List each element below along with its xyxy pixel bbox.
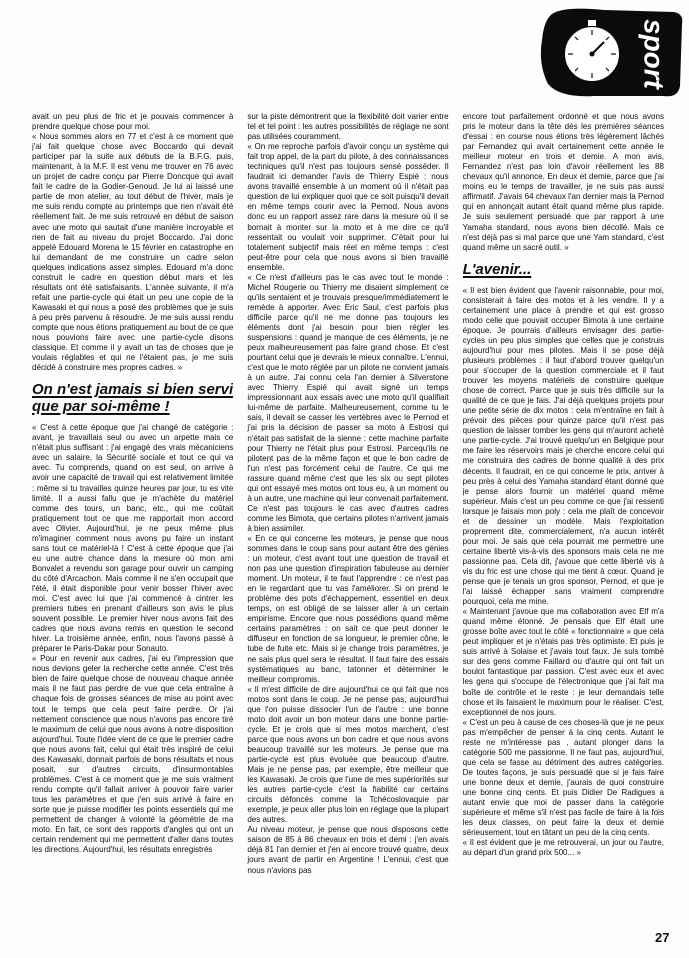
paragraph: « Il est bien évident que l'avenir raisonnable, pour moi, consisterait à faire des motos et à les vendre. Il y a certainement une place à prendre et qui est grosso modo celle que pouvait occuper Bimota à une certaine époque. Je pourrais d'ailleurs envisager des partie-cycles un peu plus simples que celles que je construis aujourd'hui pour mes pilotes. Mais il se pose déjà plusieurs problèmes : il faut d'abord trouver quelqu'un pour s'occuper de la question commerciale et il faut trouver les moyens matériels de construire quelque chose de correct. Parce que je suis très difficile sur la qualité de ce que je fais. J'ai déjà quelques projets pour une petite série de dix motos : cela m'entraîne en fait à prévoir des pièces pour quinze parce qu'il n'est pas question de laisser tomber les gens qui m'auront acheté une partie-cycle. J'ai trouvé quelqu'un en Belgique pour me faire les réservoirs mais je cherche encore celui qui me construira des cadres de bonne qualité à des prix décents. Il faudrait, en ce qui concerne le prix, arriver à peu près à celui des Yamaha standard étant donné que je pense alors fournir un matériel quand même supérieur. Mais c'est un peu comme ce que j'ai ressenti lorsque je faisais mon poly : cela me plaît de concevoir et de dessiner un modèle. Mais l'exploitation proprement dite, commercialement, n'a aucun intérêt pour moi. Je sais que cela pourrait me permettre une certaine liberté vis-à-vis des sponsors mais cela ne me passionne pas. Cela dit, j'avoue que cette liberté vis à vis du fric est une chose qui me tient à cœur. Quand je pense que je tenais un gros sponsor, Pernod, et que je l'ai laissé échapper sans vraiment comprendre pourquoi, cela me mine. [462, 285, 664, 607]
section-heading [463, 261, 664, 278]
paragraph: « On me reproche parfois d'avoir conçu un système qui fait trop appel, de la part du pilote, à des connaissances techniques qu'il n'est pas toujours sensé posséder. Il faudrait ici demander l'avis de Thierry Espié : nous avons travaillé ensemble à un moment où il n'était pas question de lui expliquer quoi que ce soit puisqu'il devait en même temps courir avec la Pernod. Nous avons donc eu un rapport assez rare dans la mesure où il se bornait à monter sur la moto et à me dire ce qu'il ressentait ou voulait voir supprimer. C'était pour lui totalement subjectif mais réel en même temps : c'est peut-être pour cela que nous avons si bien travaillé ensemble. [247, 142, 449, 272]
paragraph: « C'est à cette époque que j'ai changé de catégorie : avant, je travaillais seul ou avec un arpette mais ce n'était plus suffisant : j'ai engagé des vrais mécaniciens avec un salaire, la Sécurité sociale et tout ce qui va avec. Tu comprends, quand on est seul, on arrive à avoir une capacité de travail qui est relativement limitée : même si tu travailles quinze heures par jour, tu es vite limité. Il a aussi fallu que je m'achète du matériel comme des tours, un banc, etc., qui me coûtait pratiquement tout ce que me rapportait mon accord avec Olivier. Aujourd'hui, je ne peux même plus m'imaginer comment nous avons pu faire un instant sans tout ce matériel-là ! C'est à cette époque que j'ai eu une autre chance dans la mesure où mon ami Bonvalet a revendu son garage pour ouvrir un camping du côté d'Arcachon. Mais comme il ne s'en occupait que l'été, il était disponible pour venir bosser l'hiver avec moi. C'est avec lui que j'ai commencé à cintrer les premiers tubes en prenant d'ailleurs son avis le plus souvent possible. Le premier hiver nous avons fait des cadres que nous avons remis en question le second hiver. La troisième année, enfin, nous l'avons passé à préparer le Paris-Dakar pour Sonauto. [32, 423, 234, 654]
paragraph: « Il m'est difficile de dire aujourd'hui ce qui fait que nos motos sont dans le coup. Je ne pense pas, aujourd'hui que l'on puisse dissocier l'un de l'autre : une bonne moto doit avoir un bon moteur dans une bonne partie-cycle. Et je crois que si mes motos marchent, c'est parce que nous avons un bon cadre et que nous avons beaucoup travaillé sur les moteurs. Je pense que ma partie-cycle est plus évoluée que beaucoup d'autre. Mais je ne pense pas, par exemple, être meilleur que les Kawasaki. Je crois que l'une de mes supériorités sur les autres partie-cycle c'est la fiabilité car certains circuits défoncés comme la Tchécoslovaquie par exemple, je peux aller plus loin en réglage que la plupart des autres. [247, 684, 449, 825]
paragraph: encore tout parfaitement ordonné et que nous avons pris le moteur dans la tête dès les premières séances d'essai : en course nous étions très légèrement lâchés par Fernandez qui avait certainement cette année le meilleur moteur en trois et demie. A mon avis, Fernandez n'est pas loin d'avoir réellement les 88 chevaux qu'il annonce. En deux et demie, parce que j'ai moins eu le temps de travailler, je ne suis pas aussi affirmatif. J'avais 64 chevaux l'an dernier mais la Pernod qui en annonçait autant était quand même plus rapide. Je suis seulement persuadé que par rapport à une Yamaha standard, nous avons bien décollé. Mais ce n'est déjà pas si mal parce que une Yam standard, c'est quand même un sacré outil. » [462, 112, 664, 252]
article-column-1 [32, 112, 233, 912]
page-number: 27 [655, 930, 670, 945]
paragraph: avait un peu plus de fric et je pouvais commencer à prendre quelque chose pour moi. [32, 112, 234, 132]
article-column-2 [247, 112, 448, 912]
article-column-3 [463, 112, 664, 912]
paragraph: « Nous sommes alors en 77 et c'est à ce moment que j'ai fait quelque chose avec Boccardo qui devait participer par la suite aux débuts de la B.F.G. puis, maintenant, à la M.F. Il est venu me trouver en 76 avec un projet de cadre conçu par Pierre Doncque qui avait fait le cadre de la Godier-Genoud. Je lui ai laissé une partie de mon atelier, au tout début de l'hiver, mais je me suis rendu compte au printemps que rien n'avait été réellement fait. Je me suis retrouvé en début de saison avec une moto qui sautait d'une manière incroyable et rien de fait au niveau du projet Boccardo. J'ai donc appelé Edouard Morena le 15 février en catastrophe en lui demandant de me construire un cadre selon quelques indications assez simples. Edouard m'a donc construit le cadre en question début mars et les résultats ont été satisfaisants. L'année suivante, il m'a refait une partie-cycle qui était un peu une copie de la Kawasaki et qui nous a posé des problèmes que je suis à peu près parvenu à résoudre. Je me suis aussi rendu compte que nous étions pratiquement au bout de ce que nous pouvions faire avec une partie-cycle disons classique. Et comme il y avait un tas de choses que je voulais réglables et qui ne l'étaient pas, je me suis décidé à construire mes propres cadres. » [32, 132, 234, 373]
section-heading-text: L'avenir... [462, 260, 532, 278]
paragraph: « Pour en revenir aux cadres, j'ai eu l'impression que nous devions geler la recherche cette année. C'est très bien de faire quelque chose de nouveau chaque année mais il ne faut pas perdre de vue que cela entraîne à chaque fois de grosses séances de mise au point avec tout le temps que cela peut faire perdre. Or j'ai nettement conscience que nous n'avons pas encore tiré le maximum de celui que nous avons à notre disposition aujourd'hui. Toute l'idée vient de ce que le premier cadre que nous avons fait, celui qui était très inspiré de celui des Kawasaki, donnait parfois de bons résultats et nous posait, sur d'autres circuits, d'insurmontables problèmes. C'est à ce moment que je me suis vraiment rendu compte qu'il fallait arriver à pouvoir faire varier tous les paramètres et que j'en suis arrivé à faire en sorte que je puisse modifier les points essentiels qui me permettent de changer à volonté la géométrie de ma moto. En fait, ce sont des rapports d'angles qui ont un certain rendement qui me permettent d'aller dans toutes les directions. Aujourd'hui, les résultats enregistrés [32, 654, 234, 855]
badge-label: sport [638, 19, 670, 89]
section-heading-text: On n'est jamais si bien servi que par soi-même ! [32, 381, 234, 416]
paragraph: Au niveau moteur, je pense que nous disposons cette saison de 85 à 86 chevaux en trois et demi : j'en avais déjà 81 l'an dernier et j'en ai encore trouvé quatre, deux jours avant de partir en Argentine ! L'ennui, c'est que nous n'avions pas [247, 825, 449, 875]
paragraph: « Il est évident que je me retrouverai, un jour ou l'autre, au départ d'un grand prix 500... » [462, 838, 664, 858]
paragraph: sur la piste démontrent que la flexibilité doit varier entre tel et tel point : les autres possibilités de réglage ne sont pas utilisées couramment. [247, 112, 449, 142]
article-columns [32, 112, 664, 912]
paragraph: « C'est un peu à cause de ces choses-là que je ne peux pas m'empêcher de penser à la cinq cents. Autant le reste ne m'intéresse pas , autant plonger dans la catégorie 500 me passionne. Il ne faut pas, aujourd'hui, que cela se fasse au détriment des autres catégories. De toutes façons, je suis persuadé que si je fais faire une bonne deux et demie, j'aurais de quoi construire une bonne cinq cents. Et puis Didier De Radigues a autant envie que moi de passer dans la catégorie supérieure et même s'il n'est pas facile de faire à la fois les deux classes, on peut faire la deux et demie sérieusement, tout en tâtant un peu de la cinq cents. [462, 717, 664, 838]
paragraph: « En ce qui concerne les moteurs, je pense que nous sommes dans le coup sans pour autant être des génies : un moteur, c'est avant tout une question de travail et non pas une question d'inspiration fabuleuse au dernier moment. Un moteur, il te faut l'apprendre : ce n'est pas en le regardant que tu vas l'améliorer. Si on prend le problème des pots d'échappement, essentiel en deux temps, on est obligé de se laisser aller à un certain empirisme. Encore que nous possédions quand même certains paramètres : on sait ce que peut donner le diffuseur en fonction de sa longueur, le premier cône, le tube de fuite etc. Mais si je change trois paramètres, je ne sais plus quel sera le résultat. Il faut faire des essais systématiques au banc, tatonner et déterminer le meilleur compromis. [247, 533, 449, 684]
paragraph: « Ce n'est d'ailleurs pas le cas avec tout le monde : Michel Rougerie ou Thierry me disaient simplement ce qu'ils sentaient et je trouvais presque/immédiatement le remède à apporter. Avec Eric Saul, c'est parfois plus difficile parce qu'il ne me donne pas toujours les éléments dont j'ai besoin pour bien régler les suspensions : quand je manque de ces éléments, je ne peux malheureusement pas faire grand chose. Et c'est pourtant celui que je devrais le mieux connaître. L'ennui, c'est que le moto réglée par un pilote ne convient jamais à un autre. J'ai connu cela l'an dernier à Silverstone avec Thierry Espié qui avait signé un temps impressionnant aux essais avec une moto qu'il qualifiait lui-même de parfaite. Malheureusement, comme tu le sais, il devait se casser les vertèbres avec le Pernod et j'ai pris la décision de passer sa moto à Estrosi qui n'était pas satisfait de la sienne : cette machine parfaite pour Thierry ne l'était plus pour Estrosi. Parcequ'ils ne pilotent pas de la même façon et que le bon cadre de l'un n'est pas forcément celui de l'autre. Ce qui me rassure quand même c'est que les six ou sept pilotes qui ont essayé mes motos ont tous eu, à un moment ou à un autre, une machine qui leur convenait parfaitement. Ce n'est pas toujours le cas avec d'autres cadres comme les Bimota, que certains pilotes n'arrivent jamais à bien assimiler. [247, 272, 449, 533]
sport-section-badge [534, 4, 686, 102]
section-heading [32, 381, 233, 415]
paragraph: « Maintenant j'avoue que ma collaboration avec Elf m'a quand même étonné. Je pensais que Elf était une grosse boîte avec tout le côté « fonctionnaire » que cela peut impliquer et je n'étais pas très optimiste. Et puis je suis arrivé à Solaise et j'avais tout faux. Je suis tombé sur des gens comme Faillard ou d'autre qui ont fait un boulot fantastique par passion. C'est avec eux et avec les gens qui s'occupe de l'électronique que j'ai fait ma boîte de contrôle et le reste : je leur demandais telle chose et ils faisaient le maximum pour le réaliser. C'est, exceptionnel de nos jours. [462, 607, 664, 717]
